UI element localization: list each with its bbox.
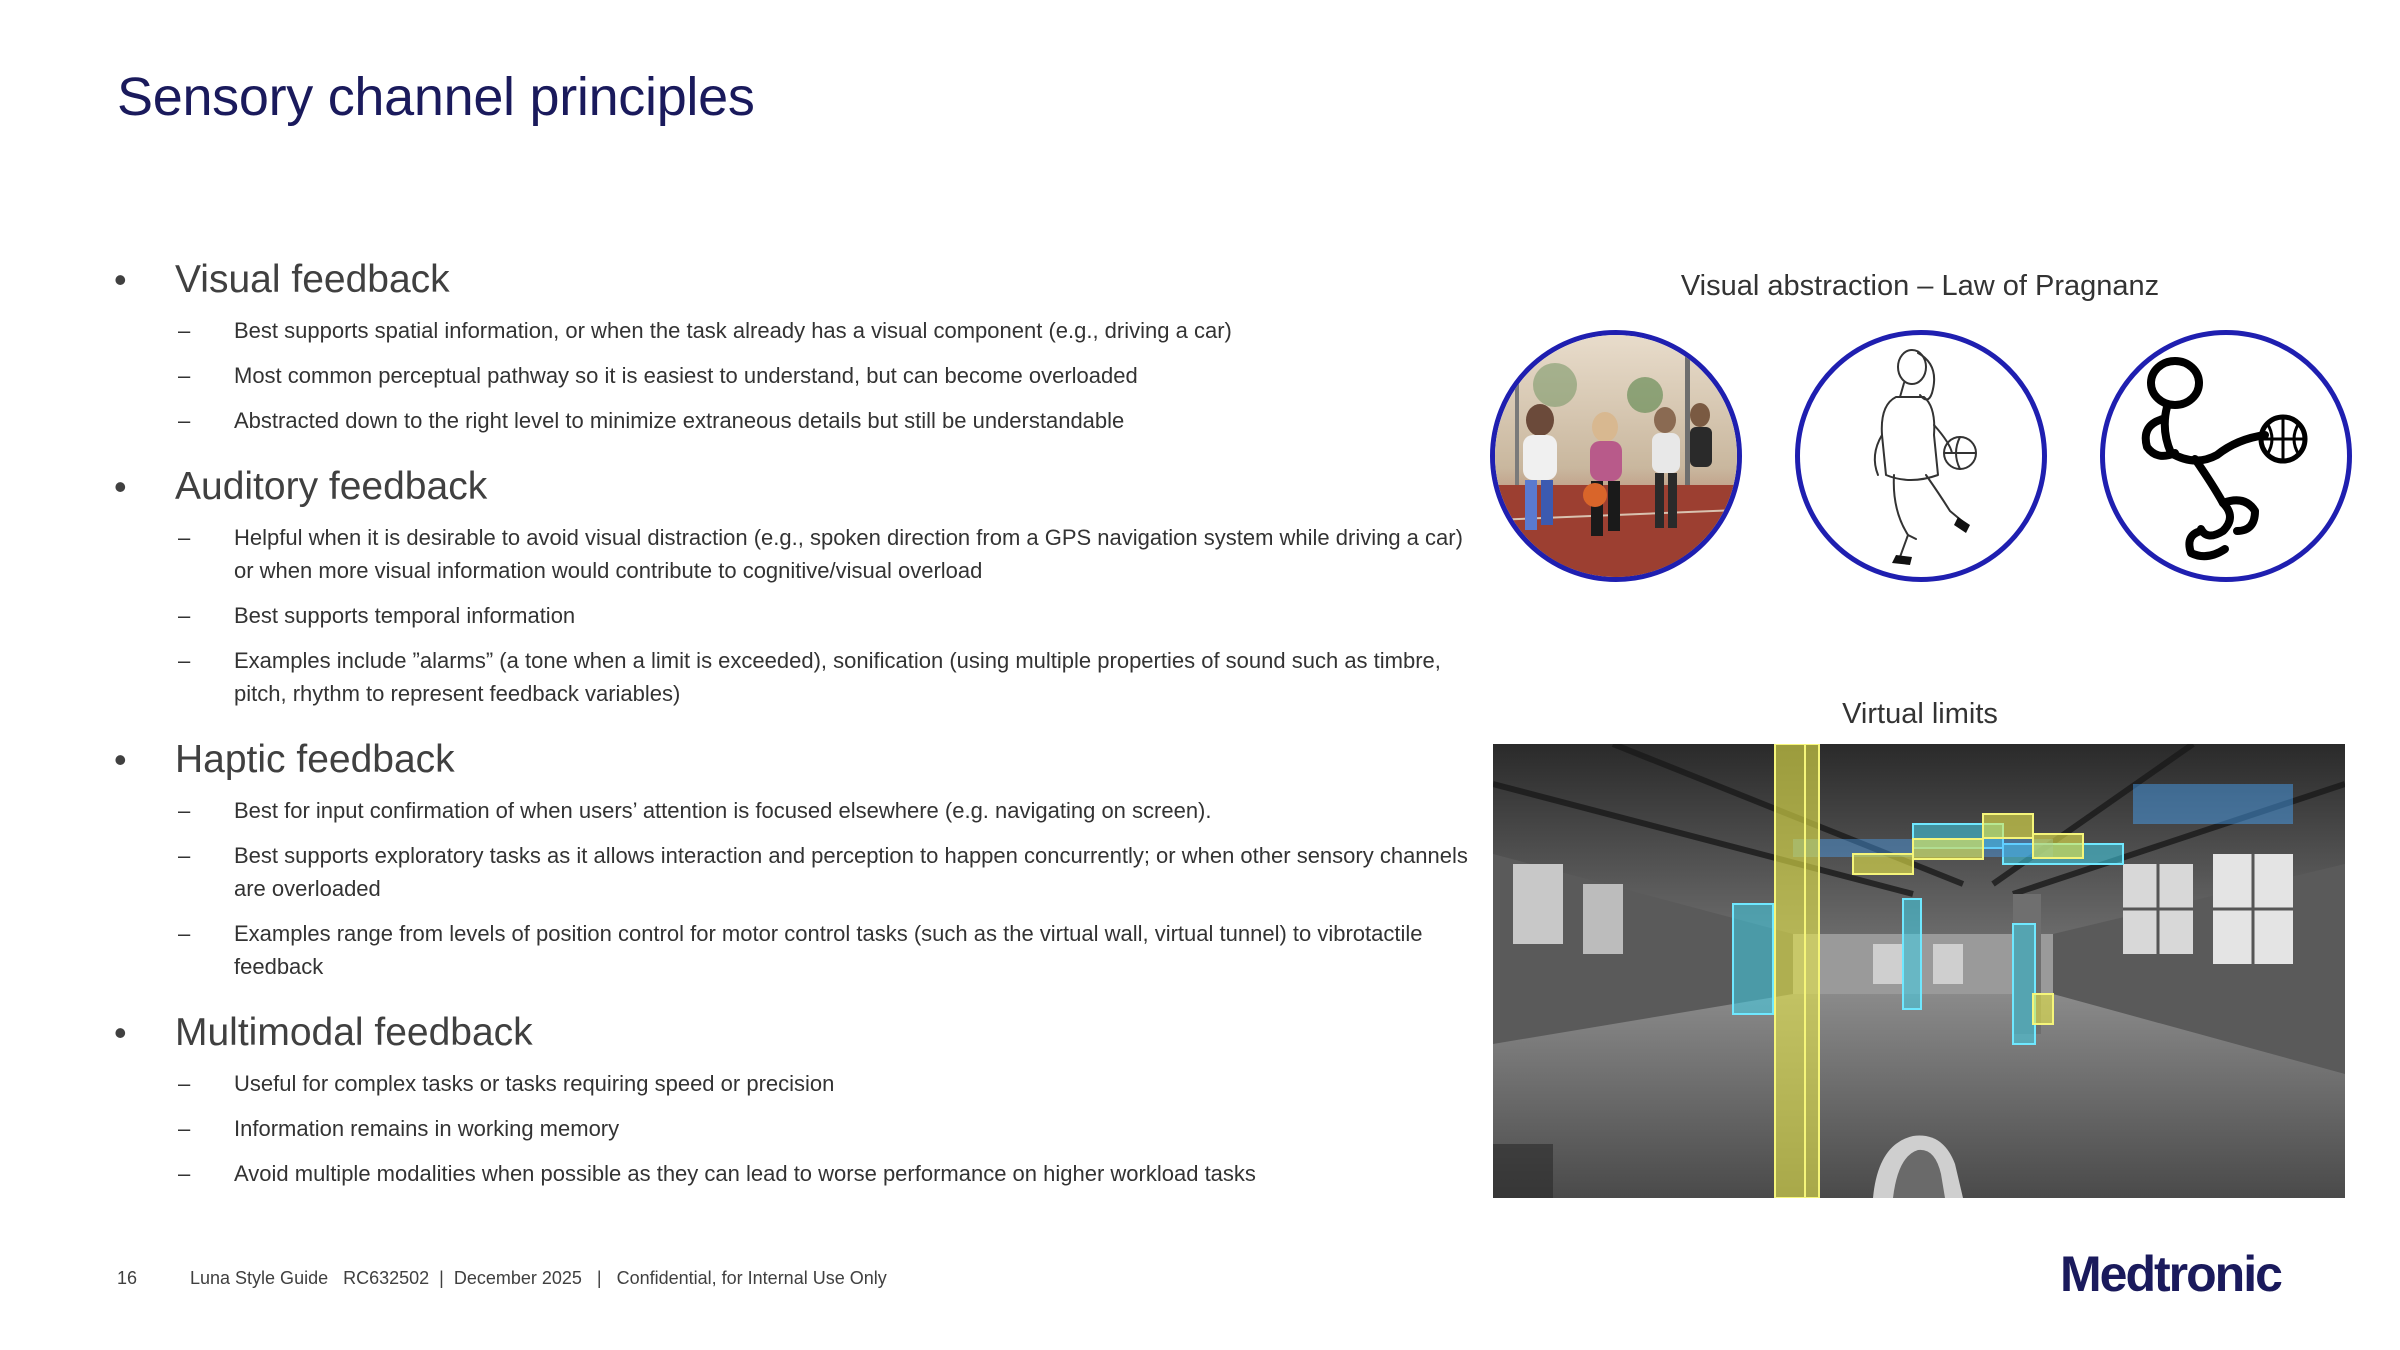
basketball-sketch-icon	[1800, 335, 2042, 577]
bullet-icon: •	[114, 259, 127, 300]
dash-icon: –	[178, 408, 191, 433]
dash-icon: –	[178, 921, 191, 946]
list-item: – Best for input confirmation of when users’ attention is focused elsewhere (e.g. navigating on screen).	[110, 794, 1480, 827]
section-heading: Visual feedback	[175, 258, 450, 301]
list-item: – Avoid multiple modalities when possible as they can lead to worse performance on higher workload tasks	[110, 1157, 1480, 1190]
list-item: – Examples include ”alarms” (a tone when a limit is exceeded), sonification (using multiple properties of sound such as timbre, pitch, rhythm to represent feedback variables)	[110, 644, 1480, 710]
list-item: – Best supports spatial information, or when the task already has a visual component (e.g., driving a car)	[110, 314, 1480, 347]
basketball-photo-image	[1490, 330, 1742, 582]
dash-icon: –	[178, 1071, 191, 1096]
section-multimodal-feedback	[110, 1005, 1480, 1190]
list-item: – Best supports temporal information	[110, 599, 1480, 632]
list-item: – Helpful when it is desirable to avoid visual distraction (e.g., spoken direction from a GPS navigation system while driving a car) or when more visual information would contribute to cognitive/visual overload	[110, 521, 1480, 587]
virtual-limits-image	[1493, 744, 2345, 1198]
list-item: – Useful for complex tasks or tasks requiring speed or precision	[110, 1067, 1480, 1100]
dash-icon: –	[178, 843, 191, 868]
footer	[117, 1268, 887, 1289]
list-item: – Abstracted down to the right level to minimize extraneous details but still be understandable	[110, 404, 1480, 437]
dash-icon: –	[178, 363, 191, 388]
dash-icon: –	[178, 648, 191, 673]
abstraction-caption: Visual abstraction – Law of Pragnanz	[1680, 270, 2160, 302]
dash-icon: –	[178, 525, 191, 550]
list-item: – Information remains in working memory	[110, 1112, 1480, 1145]
footer-text: Luna Style Guide RC632502 | December 2025 | Confidential, for Internal Use Only	[190, 1268, 887, 1288]
dash-icon: –	[178, 1116, 191, 1141]
list-item: – Best supports exploratory tasks as it allows interaction and perception to happen concurrently; or when other sensory channels are overloaded	[110, 839, 1480, 905]
virtual-limits-caption: Virtual limits	[1842, 698, 1998, 730]
bullet-icon: •	[114, 739, 127, 780]
basketball-photo-icon	[1495, 335, 1737, 577]
dash-icon: –	[178, 798, 191, 823]
dash-icon: –	[178, 318, 191, 343]
list-item: – Examples range from levels of position control for motor control tasks (such as the virtual wall, virtual tunnel) to vibrotactile feedback	[110, 917, 1480, 983]
basketball-abstract-image	[2100, 330, 2352, 582]
bullet-icon: •	[114, 1012, 127, 1053]
virtual-limits-render-icon	[1493, 744, 2345, 1198]
list-item: – Most common perceptual pathway so it is easiest to understand, but can become overloaded	[110, 359, 1480, 392]
bullet-content	[110, 252, 1480, 1212]
medtronic-logo: Medtronic	[2060, 1246, 2281, 1302]
dash-icon: –	[178, 603, 191, 628]
section-haptic-feedback	[110, 732, 1480, 983]
section-heading: Auditory feedback	[175, 465, 488, 508]
section-heading: Multimodal feedback	[175, 1011, 533, 1054]
basketball-sketch-image	[1795, 330, 2047, 582]
section-visual-feedback	[110, 252, 1480, 437]
bullet-icon: •	[114, 466, 127, 507]
basketball-abstract-icon	[2105, 335, 2347, 577]
dash-icon: –	[178, 1161, 191, 1186]
section-heading: Haptic feedback	[175, 738, 455, 781]
section-auditory-feedback	[110, 459, 1480, 710]
page-number: 16	[117, 1268, 138, 1288]
slide-title: Sensory channel principles	[117, 67, 755, 127]
